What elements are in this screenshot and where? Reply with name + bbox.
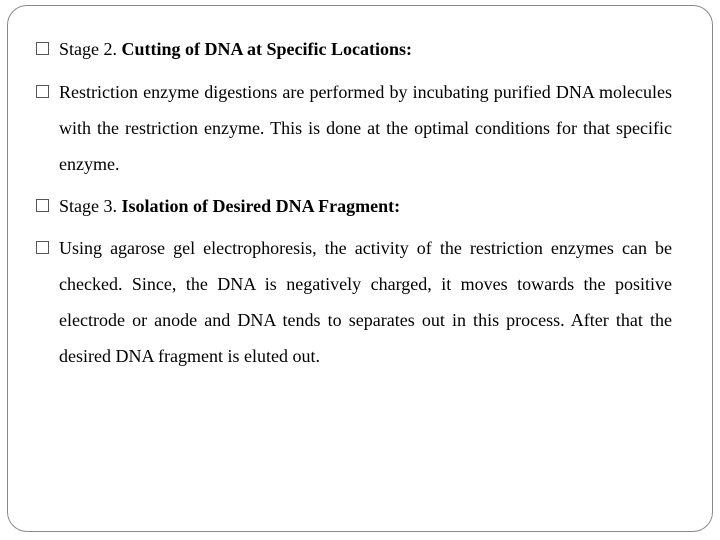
square-bullet-icon — [36, 241, 49, 254]
square-bullet-icon — [36, 85, 49, 98]
bullet-restriction-digestion — [36, 74, 672, 182]
bullet-text: Restriction enzyme digestions are performed by incubating purified DNA molecules with the restriction enzyme. This is done at the optimal conditions for that specific enzyme. — [59, 82, 672, 174]
bullet-text — [59, 188, 672, 224]
stage-title: Cutting of DNA at Specific Locations: — [121, 39, 412, 59]
bullet-text — [59, 31, 672, 67]
bullet-stage-3-heading — [36, 188, 672, 224]
bullet-stage-2-heading — [36, 31, 672, 67]
stage-label: Stage 3. — [59, 196, 122, 216]
stage-title: Isolation of Desired DNA Fragment: — [121, 196, 401, 216]
bullet-text: Using agarose gel electrophoresis, the activity of the restriction enzymes can be checked. Since, the DNA is negatively charged, it moves towards the positive electrode or anode and DNA tends to separates out in this process. After that the desired DNA fragment is eluted out. — [59, 238, 672, 366]
square-bullet-icon — [36, 199, 49, 212]
square-bullet-icon — [36, 42, 49, 55]
stage-label: Stage 2. — [59, 39, 122, 59]
bullet-gel-electrophoresis — [36, 230, 672, 374]
